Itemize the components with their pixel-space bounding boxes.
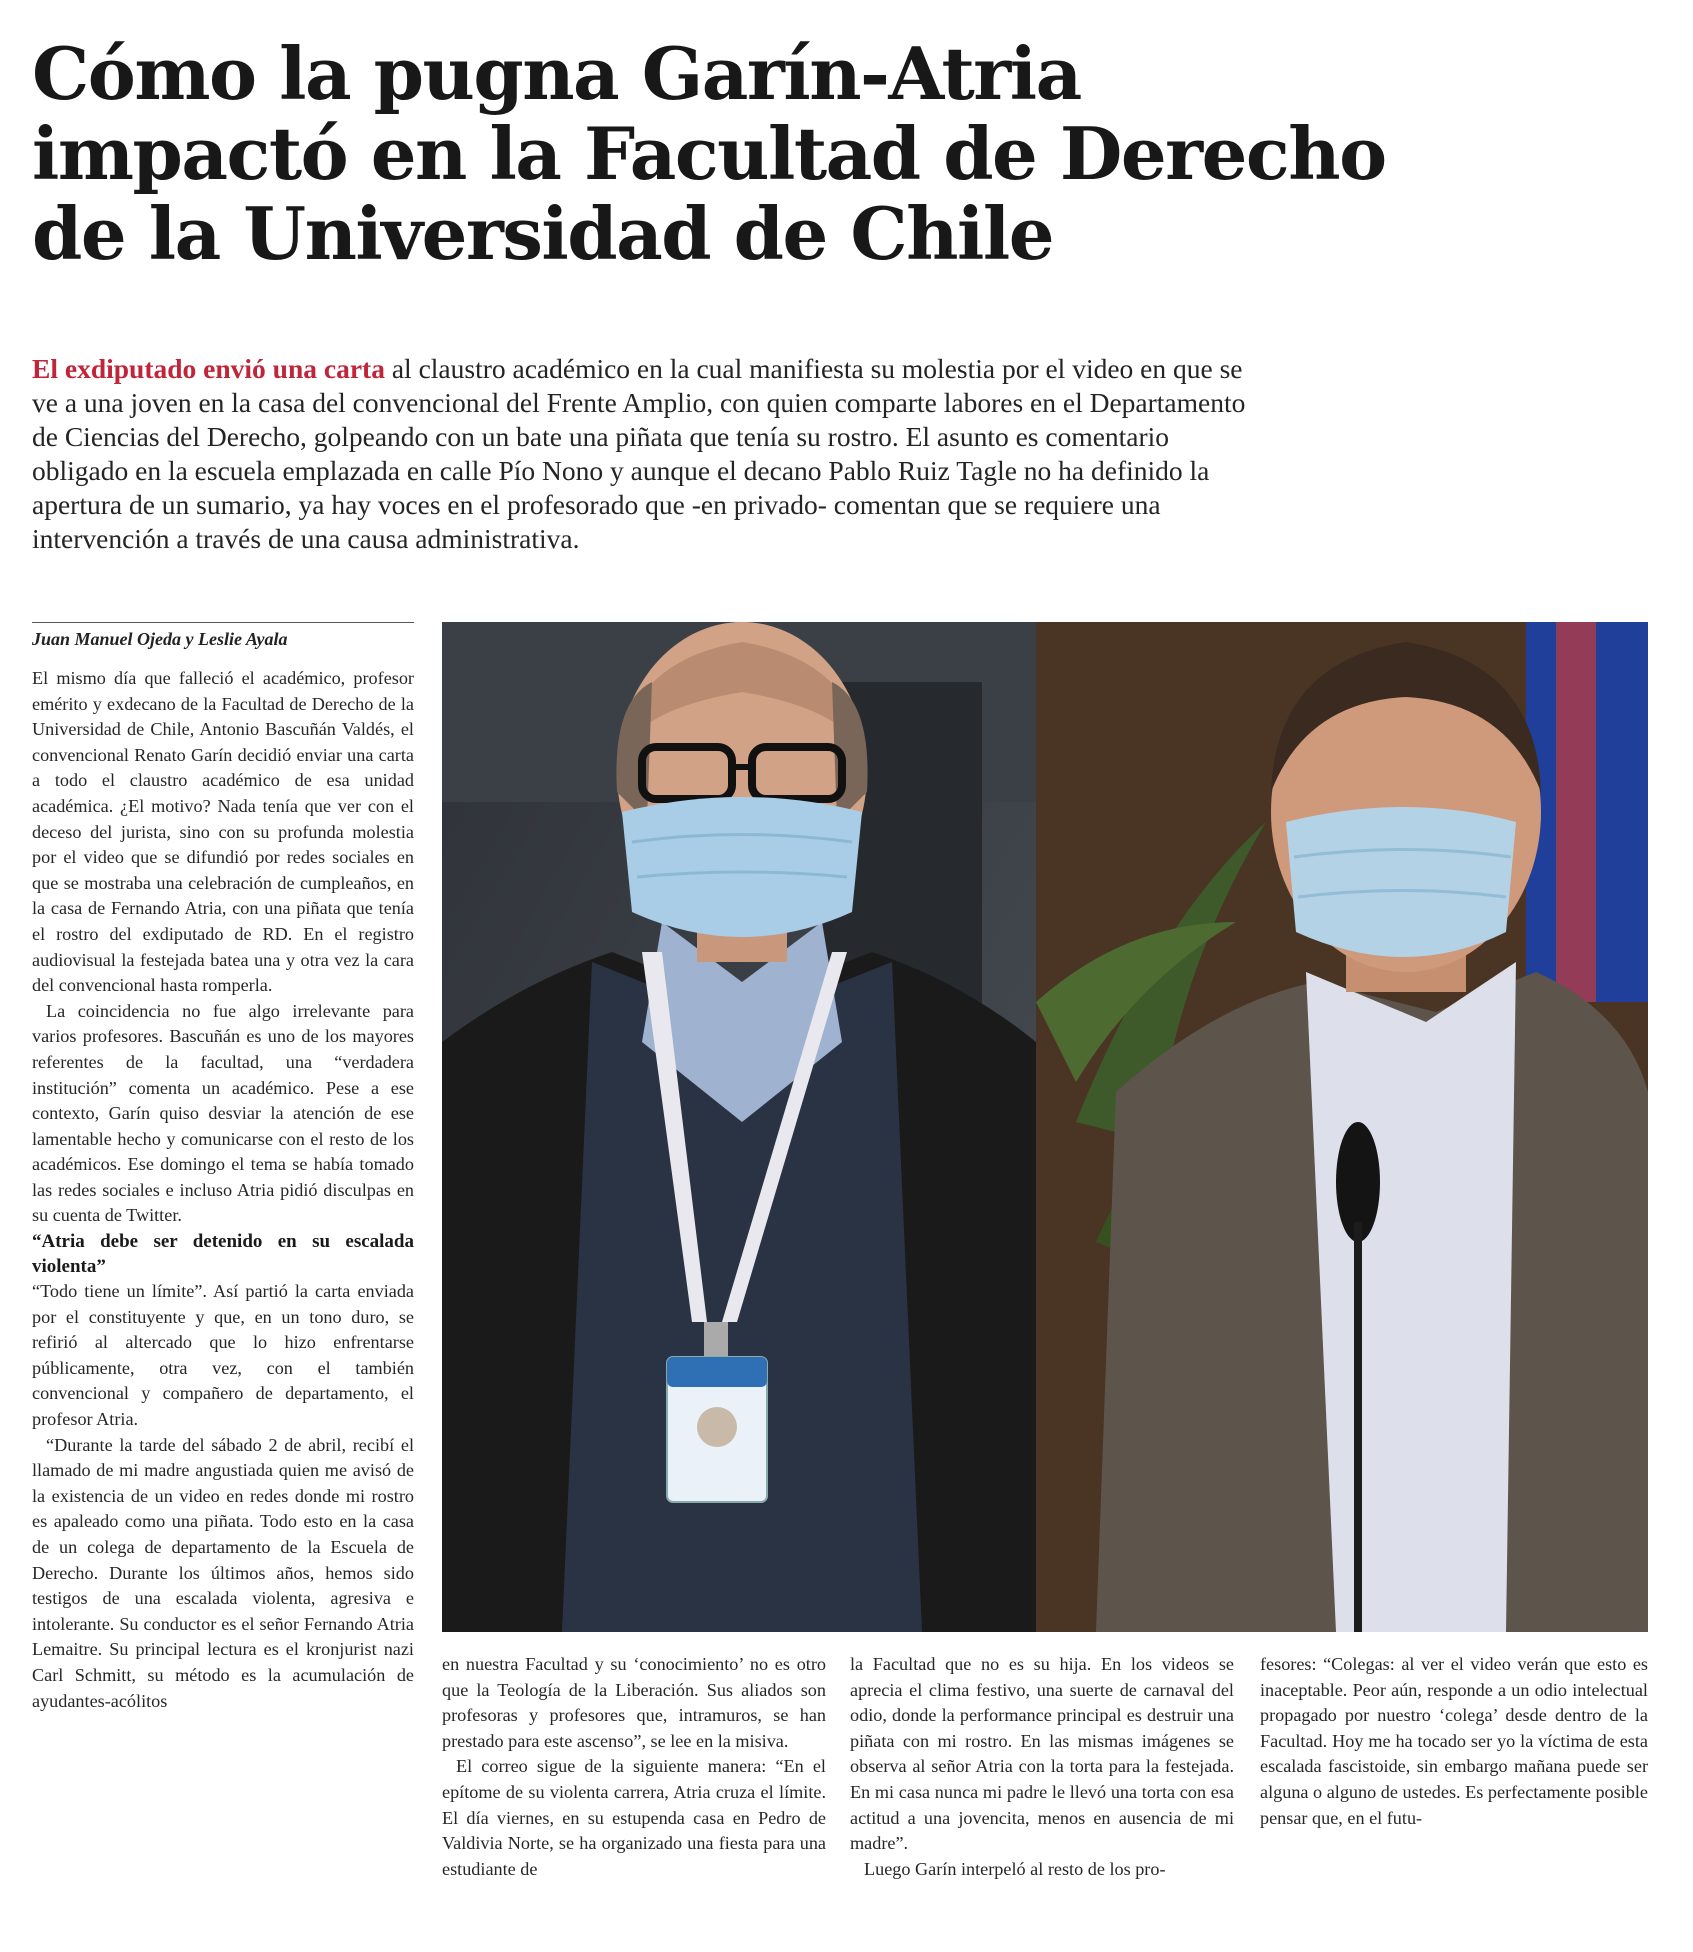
photo-renato-garin xyxy=(1036,622,1648,1632)
headline-line-2: impactó en la Facultad de Derecho xyxy=(32,111,1386,196)
byline: Juan Manuel Ojeda y Leslie Ayala xyxy=(32,622,414,650)
paragraph: fesores: “Colegas: al ver el video verán que esto es inaceptable. Peor aún, responde a un odio intelectual propagado por nuestro ‘colega’ desde dentro de la Facultad. Hoy me ha tocado ser yo la víctima de esta escalada fascistoide, sin embargo mañana puede ser alguna o alguno de ustedes. Es perfectamente posible pensar que, en el futu- xyxy=(1260,1654,1648,1828)
lead-highlight: El exdiputado envió una carta xyxy=(32,353,385,384)
column-3 xyxy=(850,1652,1234,1882)
headline xyxy=(32,31,1592,276)
headline-line-1: Cómo la pugna Garín-Atria xyxy=(32,31,1081,116)
paragraph: El correo sigue de la siguiente manera: “En el epítome de su violenta carrera, Atria cruza el límite. El día viernes, en su estupenda casa en Pedro de Valdivia Norte, se ha organizado una fiesta para una estudiante de xyxy=(442,1756,826,1879)
lead-line-1 xyxy=(32,352,1452,386)
paragraph: la Facultad que no es su hija. En los videos se aprecia el clima festivo, una suerte de carnaval del odio, donde la performance principal es destruir una piñata con mi rostro. En las mismas imágenes se observa al señor Atria con la torta para la festejada. En mi casa nunca mi padre le llevó una torta con esa actitud a una jovencita, menos en ausencia de mi madre”. xyxy=(850,1654,1234,1854)
lead-line-3: de Ciencias del Derecho, golpeando con un bate una piñata que tenía su rostro. El asunto es comentario xyxy=(32,421,1170,452)
paragraph: La coincidencia no fue algo irrelevante para varios profesores. Bascuñán es uno de los mayores referentes de la facultad, una “verdadera institución” comenta un académico. Pese a ese contexto, Garín quiso desviar la atención de ese lamentable hecho y comunicarse con el resto de los académicos. Ese domingo el tema se había tomado las redes sociales e incluso Atria pidió disculpas en su cuenta de Twitter. xyxy=(32,1000,414,1226)
lead-line-1-text: al claustro académico en la cual manifiesta su molestia por el video en que se xyxy=(384,353,1243,384)
lead-line-6: intervención a través de una causa administrativa. xyxy=(32,523,580,554)
subheading: “Atria debe ser detenido en su escalada violenta” xyxy=(32,1231,414,1278)
column-4 xyxy=(1260,1652,1648,1831)
column-1 xyxy=(32,666,414,1714)
lead-line-5: apertura de un sumario, ya hay voces en el profesorado que -en privado- comentan que se requiere una xyxy=(32,489,1161,520)
paragraph: El mismo día que falleció el académico, profesor emérito y exdecano de la Facultad de Derecho de la Universidad de Chile, Antonio Bascuñán Valdés, el convencional Renato Garín decidió enviar una carta a todo el claustro académico de esa unidad académica. ¿El motivo? Nada tenía que ver con el deceso del jurista, sino con su profunda molestia por el video que se difundió por redes sociales en que se mostraba una celebración de cumpleaños, en la casa de Fernando Atria, con una piñata que tenía el rostro del exdiputado de RD. En el registro audiovisual la festejada batea una y otra vez la cara del convencional hasta romperla. xyxy=(32,668,414,996)
column-2 xyxy=(442,1652,826,1882)
paragraph: “Todo tiene un límite”. Así partió la carta enviada por el constituyente y que, en un tono duro, se refirió al altercado que lo hizo enfrentarse públicamente, otra vez, con el también convencional y compañero de departamento, el profesor Atria. xyxy=(32,1281,414,1430)
photo-fernando-atria xyxy=(442,622,1036,1632)
lead-paragraph xyxy=(32,352,1452,556)
headline-line-3: de la Universidad de Chile xyxy=(32,191,1054,276)
paragraph: “Durante la tarde del sábado 2 de abril, recibí el llamado de mi madre angustiada quien me avisó de la existencia de un video en redes donde mi rostro es apaleado como una piñata. Todo esto en la casa de un colega de departamento de la Escuela de Derecho. Durante los últimos años, hemos sido testigos de una escalada violenta, agresiva e intolerante. Su conductor es el señor Fernando Atria Lemaitre. Su principal lectura es el kronjurist nazi Carl Schmitt, su método es la acumulación de ayudantes-acólitos xyxy=(32,1434,414,1711)
paragraph: en nuestra Facultad y su ‘conocimiento’ no es otro que la Teología de la Liberación. Sus aliados son profesoras y profesores que, intramuros, se han prestado para este ascenso”, se lee en la misiva. xyxy=(442,1654,826,1751)
lead-line-2: ve a una joven en la casa del convencional del Frente Amplio, con quien comparte labores en el Departamento xyxy=(32,387,1246,418)
lead-line-4: obligado en la escuela emplazada en calle Pío Nono y aunque el decano Pablo Ruiz Tagle no ha definido la xyxy=(32,455,1210,486)
paragraph: Luego Garín interpeló al resto de los pro- xyxy=(864,1858,1166,1879)
